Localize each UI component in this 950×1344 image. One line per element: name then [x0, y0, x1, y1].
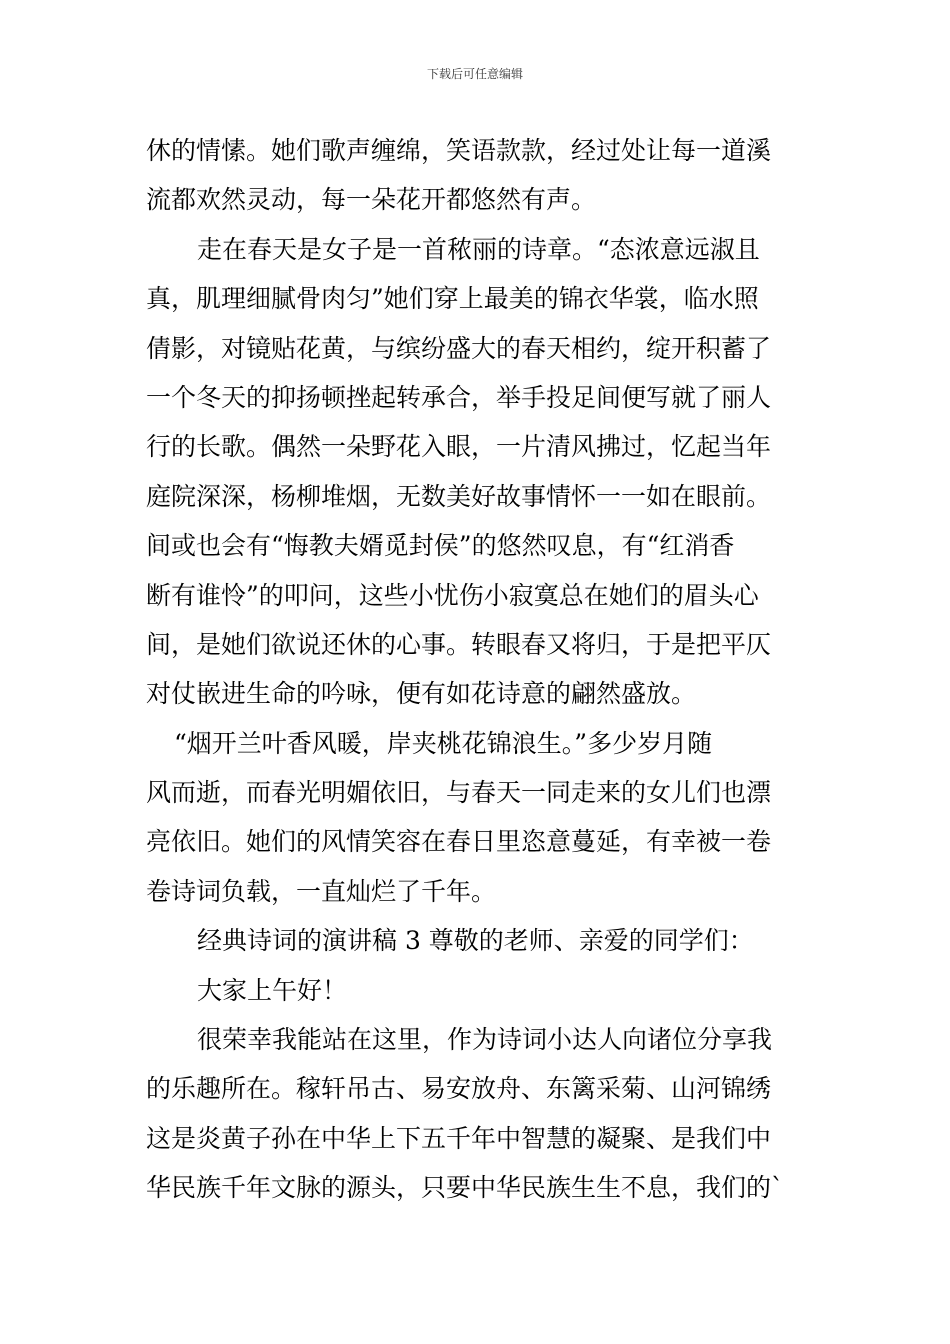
text-line: 华民族千年文脉的源头，只要中华民族生生不息，我们的`	[146, 1173, 784, 1203]
text-line: 一个冬天的抑扬顿挫起转承合，举手投足间便写就了丽人	[146, 382, 772, 412]
page-header: 下载后可任意编辑	[426, 67, 523, 81]
text-line: 间或也会有“悔教夫婿觅封侯”的悠然叹息，有“红消香	[146, 531, 735, 561]
text-line: 庭院深深，杨柳堆烟，无数美好故事情怀一一如在眼前。	[146, 481, 772, 511]
text-line: “烟开兰叶香风暖，岸夹桃花锦浪生。”多少岁月随	[174, 728, 713, 758]
text-line: 风而逝，而春光明媚依旧，与春天一同走来的女儿们也漂	[146, 778, 772, 808]
text-line: 大家上午好！	[197, 975, 348, 1005]
text-line: 流都欢然灵动，每一朵花开都悠然有声。	[146, 185, 597, 215]
text-line: 的乐趣所在。稼轩吊古、易安放舟、东篱采菊、山河锦绣	[146, 1074, 772, 1104]
body-text	[146, 126, 806, 1213]
text-line: 间，是她们欲说还休的心事。转眼春又将归，于是把平仄	[146, 629, 772, 659]
text-line: 经典诗词的演讲稿 3 尊敬的老师、亲爱的同学们：	[197, 926, 754, 956]
text-line: 走在春天是女子是一首秾丽的诗章。“态浓意远淑且	[197, 234, 760, 264]
text-line: 这是炎黄子孙在中华上下五千年中智慧的凝聚、是我们中	[146, 1123, 772, 1153]
text-line: 休的情愫。她们歌声缠绵，笑语款款，经过处让每一道溪	[146, 136, 772, 165]
text-line: 卷诗词负载，一直灿烂了千年。	[146, 876, 497, 906]
text-line: 真，肌理细腻骨肉匀”她们穿上最美的锦衣华裳，临水照	[146, 284, 759, 314]
text-line: 行的长歌。偶然一朵野花入眼，一片清风拂过，忆起当年	[146, 432, 772, 462]
text-line: 断有谁怜”的叩问，这些小忧伤小寂寞总在她们的眉头心	[146, 580, 759, 610]
text-line: 很荣幸我能站在这里，作为诗词小达人向诸位分享我	[197, 1025, 773, 1055]
text-line: 对仗嵌进生命的吟咏，便有如花诗意的翩然盛放。	[146, 679, 697, 709]
text-line: 亮依旧。她们的风情笑容在春日里恣意蔓延，有幸被一卷	[146, 827, 772, 857]
text-line: 倩影，对镜贴花黄，与缤纷盛大的春天相约，绽开积蓄了	[146, 333, 772, 363]
